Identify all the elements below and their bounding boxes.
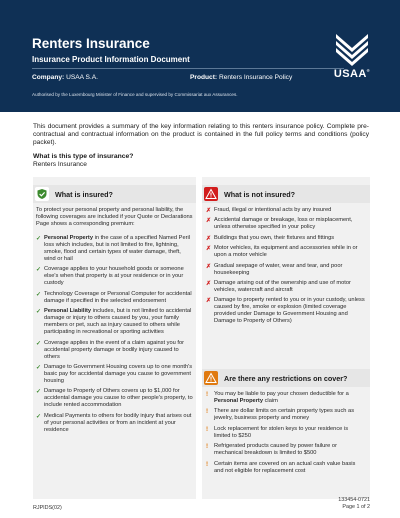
checkmark-icon: ✓ [36,235,42,242]
cross-icon: ✗ [206,297,212,305]
not-insured-list [206,207,366,329]
usaa-logo-text: USAA® [333,68,371,80]
what-is-not-insured-header [202,185,370,203]
restrictions-header [202,369,370,387]
page-number: Page 1 of 2 [342,504,370,510]
intro-paragraph: This document provides a summary of the key information relating to this renters insurance policy. Complete pre-contractual and contractual information on the product is contained in the full policy terms and conditions (policy packet). [33,123,369,147]
what-is-insured-panel [33,177,196,499]
checkmark-icon: ✓ [36,308,42,316]
company-line [32,74,98,81]
cross-icon: ✗ [206,279,212,287]
what-is-insured-heading: What is insured? [55,190,113,199]
page-reference [338,497,370,511]
checkmark-icon: ✓ [36,266,42,274]
checkmark-icon: ✓ [36,388,42,396]
list-item: ! Certain items are covered on an actual cash value basis and not eligible for replacement cost [206,460,356,474]
checkmark-icon: ✓ [36,290,42,298]
list-item: ✓ Technology Coverage or Personal Computer for accidental damage if specified in the selected endorsement [36,290,192,304]
exclamation-triangle-icon [204,371,218,385]
cross-icon: ✗ [206,245,212,253]
insured-list [36,235,193,437]
what-is-insured-header [33,185,196,203]
list-item: ✓ Personal Liability includes, but is not limited to accidental damage or injury to others caused by you, your family members or pet, such as injury caused to others while participating in recreational or sporting activities [36,308,192,336]
warning-triangle-icon [204,187,218,201]
cross-icon: ✗ [206,217,212,225]
reference-number: 133454-0721 [338,497,370,503]
shield-check-icon [35,187,49,201]
list-item: ✗ Damage to property rented to you or in your custody, unless caused by fire, smoke or explosion (limited coverage provided under Damage to Government Housing and Damage to Property of Others) [206,297,365,325]
usaa-eagle-logo-icon [332,30,372,90]
header-divider [32,68,344,69]
cross-icon: ✗ [206,207,212,214]
exclamation-icon: ! [206,460,209,468]
checkmark-icon: ✓ [36,412,42,420]
list-item: ! You may be liable to pay your chosen deductible for a Personal Property claim [206,391,349,404]
exclamation-icon: ! [206,408,209,416]
list-item: ! There are dollar limits on certain property types such as jewelry, business property and money [206,408,355,422]
list-item: ✓ Damage to Government Housing covers up to one month's basic pay for accidental damage you cause to government housing [36,363,193,384]
list-item: ✓ Coverage applies in the event of a claim against you for accidental property damage or bodily injury caused to others [36,339,185,360]
exclusions-panel [202,177,370,499]
document-title: Renters Insurance [32,36,150,51]
list-item: ✗ Motor vehicles, its equipment and accessories while in or upon a motor vehicle [206,245,358,259]
list-item: ✗ Accidental damage or breakage, loss or misplacement, unless otherwise specified in your policy [206,217,353,231]
exclamation-icon: ! [206,443,209,451]
authorisation-note: Authorised by the Luxembourg Minister of Finance and supervised by Commissariat aux Assurances. [32,92,238,97]
checkmark-icon: ✓ [36,339,42,347]
exclamation-icon: ! [206,391,209,398]
cross-icon: ✗ [206,262,212,270]
company-label: Company: [32,74,65,81]
list-item: ✓ Damage to Property of Others covers up to $1,000 for accidental damage you cause to other people's property, to include rented accommodation [36,388,193,409]
checkmark-icon: ✓ [36,363,42,371]
list-item: ✓ Coverage applies to your household goods or someone else's when that property is at your residence or in your custody [36,266,184,287]
insured-intro-text: To protect your personal property and personal liability, the following coverages are included if your Quote or Declarations Page shows a corresponding premium: [36,207,193,227]
company-value: USAA S.A. [66,74,98,81]
what-is-not-insured-heading: What is not insured? [224,190,296,199]
form-code: RJPIDS(02) [33,505,62,511]
restrictions-heading: Are there any restrictions on cover? [224,374,348,383]
document-header [0,0,400,112]
list-item: ✓ Medical Payments to others for bodily injury that arises out of your personal activities or from an incident at your residence [36,412,192,433]
exclamation-icon: ! [206,425,209,433]
insurance-type-answer: Renters Insurance [33,161,87,168]
list-item: ! Lock replacement for stolen keys to your residence is limited to $250 [206,425,349,439]
document-subtitle: Insurance Product Information Document [32,55,190,64]
cross-icon: ✗ [206,234,212,242]
insurance-type-question: What is this type of insurance? [33,153,134,160]
list-item: ✗ Gradual seepage of water, wear and tear, and poor housekeeping [206,262,343,276]
product-value: Renters Insurance Policy [218,74,293,81]
list-item: ✗ Fraud, illegal or intentional acts by any insured [206,207,332,214]
list-item: ✓ Personal Property in the case of a specified Named Peril loss which includes, but is not limited to fire, lightning, smoke, flood and certain types of water damage, theft, wind or hail [36,235,191,262]
list-item: ✗ Damage arising out of the ownership and use of motor vehicles, watercraft and aircraft [206,279,351,293]
product-label: Product: [190,74,218,81]
list-item: ! Refrigerated products caused by power failure or mechanical breakdown is limited to $500 [206,443,337,457]
product-line [190,74,292,81]
list-item: ✗ Buildings that you own, their fixtures and fittings [206,234,335,242]
restrictions-list [206,391,366,478]
